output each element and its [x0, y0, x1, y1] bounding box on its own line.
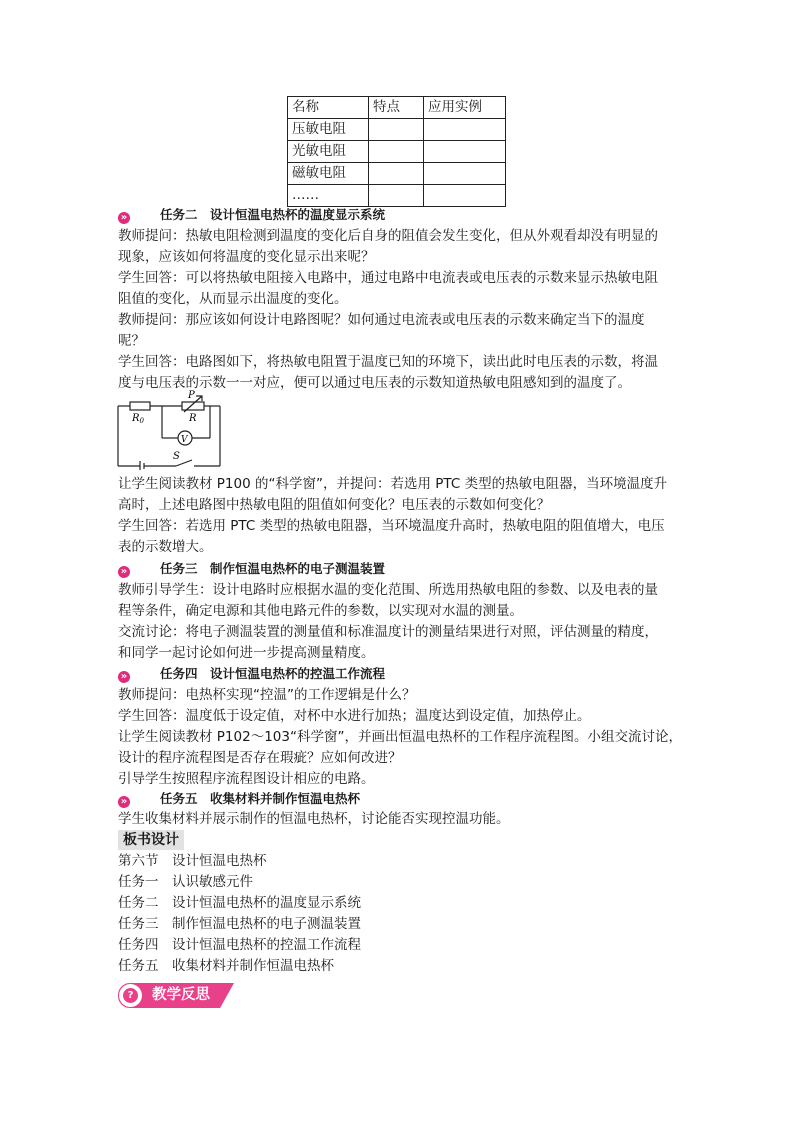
- task5-title: 任务五 收集材料并制作恒温电热杯: [160, 791, 361, 806]
- table-cell: [424, 141, 506, 163]
- board-design-heading: 板书设计: [118, 830, 184, 850]
- circuit-diagram: [110, 388, 230, 470]
- table-cell: [424, 119, 506, 141]
- task4-heading: [118, 664, 385, 684]
- table-cell: [369, 119, 424, 141]
- paragraph-line: 教师提问：那应该如何设计电路图呢？如何通过电流表或电压表的示数来确定当下的温度: [118, 312, 645, 328]
- paragraph-line: 设计的程序流程图是否存在瑕疵？应如何改进？: [118, 750, 402, 766]
- table-row: [288, 119, 506, 141]
- paragraph-line: 教师提问：热敏电阻检测到温度的变化后自身的阻值会发生变化，但从外观看却没有明显的: [118, 228, 658, 244]
- double-chevron-icon: »: [118, 212, 130, 224]
- sensor-table: [287, 96, 506, 207]
- table-cell: [369, 185, 424, 207]
- paragraph-line: 呢？: [118, 333, 145, 349]
- paragraph-line: 表的示数增大。: [118, 539, 213, 555]
- table-header-cell: 名称: [288, 97, 369, 119]
- table-cell: [369, 141, 424, 163]
- paragraph-line: 度与电压表的示数一一对应，便可以通过电压表的示数知道热敏电阻感知到的温度了。: [118, 375, 631, 391]
- paragraph-line: 和同学一起讨论如何进一步提高测量精度。: [118, 645, 375, 661]
- board-line: 任务三 制作恒温电热杯的电子测温装置: [118, 916, 361, 932]
- paragraph-line: 学生收集材料并展示制作的恒温电热杯，讨论能否实现控温功能。: [118, 811, 510, 827]
- task2-title: 任务二 设计恒温电热杯的温度显示系统: [160, 207, 386, 222]
- paragraph-line: 教师提问：电热杯实现“控温”的工作逻辑是什么？: [118, 687, 416, 703]
- task3-heading: [118, 559, 385, 579]
- table-row: [288, 185, 506, 207]
- table-cell: [424, 185, 506, 207]
- double-chevron-icon: »: [118, 671, 130, 683]
- table-cell: 光敏电阻: [288, 141, 369, 163]
- lightbulb-icon: ?: [119, 984, 142, 1007]
- paragraph-line: 现象，应该如何将温度的变化显示出来呢？: [118, 249, 375, 265]
- board-line: 任务一 认识敏感元件: [118, 874, 253, 890]
- paragraph-line: 学生回答：若选用 PTC 类型的热敏电阻器，当环境温度升高时，热敏电阻的阻值增大，电压: [118, 518, 665, 534]
- table-cell: 压敏电阻: [288, 119, 369, 141]
- double-chevron-icon: »: [118, 566, 130, 578]
- task2-heading: [118, 205, 385, 225]
- paragraph-line: 交流讨论：将电子测温装置的测量值和标准温度计的测量结果进行对照，评估测量的精度，: [118, 624, 658, 640]
- board-line: 任务二 设计恒温电热杯的温度显示系统: [118, 895, 361, 911]
- table-header-cell: 特点: [369, 97, 424, 119]
- paragraph-line: 高时，上述电路图中热敏电阻的阻值如何变化？电压表的示数如何变化？: [118, 497, 550, 513]
- r-label: R: [189, 413, 197, 424]
- paragraph-line: 学生回答：电路图如下，将热敏电阻置于温度已知的环境下，读出此时电压表的示数，将温: [118, 354, 658, 370]
- board-line: 第六节 设计恒温电热杯: [118, 853, 267, 869]
- task4-title: 任务四 设计恒温电热杯的控温工作流程: [160, 666, 386, 681]
- paragraph-line: 阻值的变化，从而显示出温度的变化。: [118, 291, 348, 307]
- paragraph-line: 引导学生按照程序流程图设计相应的电路。: [118, 771, 375, 787]
- paragraph-line: 学生回答：温度低于设定值，对杯中水进行加热；温度达到设定值，加热停止。: [118, 708, 591, 724]
- table-row: [288, 163, 506, 185]
- table-cell: ……: [288, 185, 369, 207]
- table-row: [288, 141, 506, 163]
- table-cell: [369, 163, 424, 185]
- teaching-reflection-label: 教学反思: [152, 987, 210, 1003]
- table-cell: 磁敏电阻: [288, 163, 369, 185]
- board-line: 任务四 设计恒温电热杯的控温工作流程: [118, 937, 361, 953]
- p-label: P: [188, 390, 195, 401]
- paragraph-line: 程等条件，确定电源和其他电路元件的参数，以实现对水温的测量。: [118, 603, 523, 619]
- paragraph-line: 让学生阅读教材 P100 的“科学窗”，并提问：若选用 PTC 类型的热敏电阻器，当环境温度升: [118, 476, 668, 492]
- paragraph-line: 学生回答：可以将热敏电阻接入电路中，通过电路中电流表或电压表的示数来显示热敏电阻: [118, 270, 658, 286]
- double-chevron-icon: »: [118, 796, 130, 808]
- board-line: 任务五 收集材料并制作恒温电热杯: [118, 958, 334, 974]
- table-header-cell: 应用实例: [424, 97, 506, 119]
- paragraph-line: 让学生阅读教材 P102～103“科学窗”，并画出恒温电热杯的工作程序流程图。小组交流讨论，: [118, 729, 682, 745]
- task3-title: 任务三 制作恒温电热杯的电子测温装置: [160, 561, 386, 576]
- teaching-reflection-banner: [118, 983, 242, 1008]
- r0-label: $R_0$: [132, 413, 144, 425]
- voltmeter-label: V: [181, 435, 188, 445]
- table-cell: [424, 163, 506, 185]
- paragraph-line: 教师引导学生：设计电路时应根据水温的变化范围、所选用热敏电阻的参数、以及电表的量: [118, 582, 658, 598]
- table-header-row: [288, 97, 506, 119]
- task5-heading: [118, 789, 360, 809]
- switch-label: S: [173, 451, 180, 462]
